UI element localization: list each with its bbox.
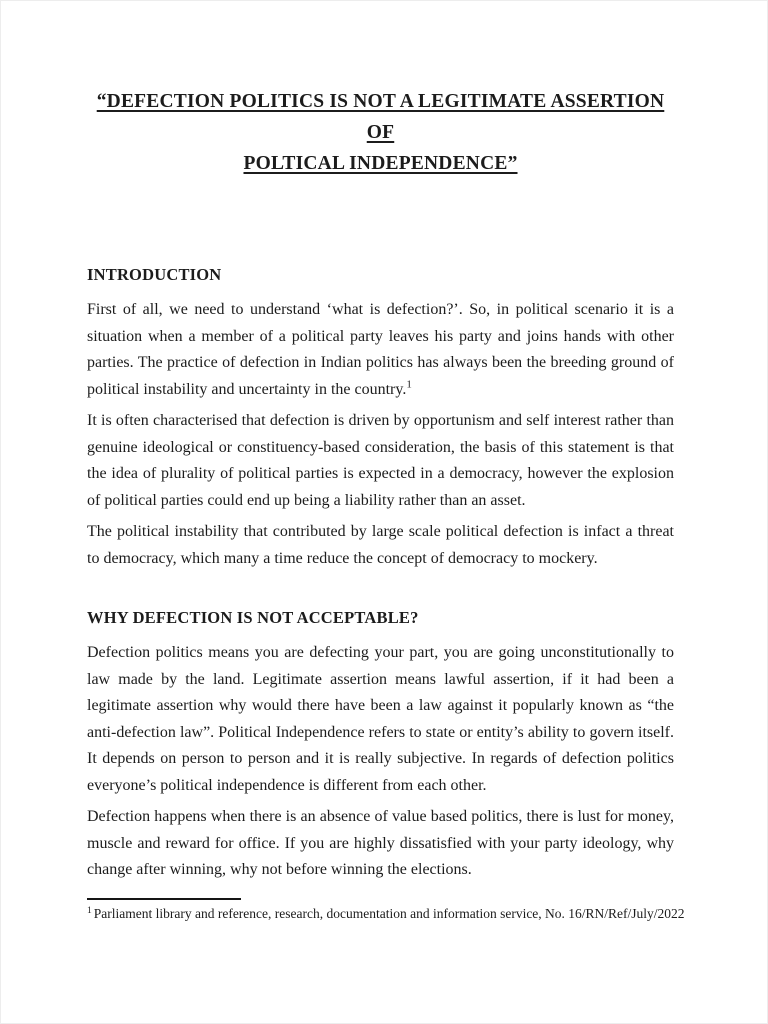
- section-heading-introduction: INTRODUCTION: [87, 265, 222, 284]
- section-heading-why-defection: WHY DEFECTION IS NOT ACCEPTABLE?: [87, 608, 419, 627]
- footnote: [87, 905, 695, 922]
- paragraph-why-2: Defection happens when there is an absence of value based politics, there is lust for money, muscle and reward for office. If you are highly dissatisfied with your party ideology, why change after winning, why not before winning the elections.: [87, 808, 674, 878]
- paragraph-intro-1-text: First of all, we need to understand ‘what is defection?’. So, in political scenario it is a situation when a member of a political party leaves his party and joins hands with other parties. The practice of defection in Indian politics has always been the breeding ground of political instability and uncertainty in the country.: [87, 301, 674, 398]
- footnote-separator-rule: [87, 898, 241, 900]
- document-content: [1, 1, 767, 884]
- footnote-reference: 1: [406, 378, 412, 391]
- document-title: [87, 1, 674, 179]
- footnote-area: [87, 898, 695, 922]
- paragraph-why-1: Defection politics means you are defecting your part, you are going unconstitutionally to law made by the land. Legitimate assertion means lawful assertion, if it had been a legitimate assertion why would there have been a law against it popularly known as “the anti-defection law”. Political Independence refers to state or entity’s ability to govern itself. It depends on person to person and it is really subjective. In regards of defection politics everyone’s political independence is different from each other.: [87, 644, 674, 794]
- footnote-text: Parliament library and reference, research, documentation and information service, No. 16/RN/Ref/July/2022: [93, 906, 685, 921]
- document-title-line-2: POLTICAL INDEPENDENCE”: [243, 153, 518, 174]
- document-title-line-1: “DEFECTION POLITICS IS NOT A LEGITIMATE ASSERTION OF: [96, 91, 665, 143]
- footnote-marker: 1: [87, 905, 92, 916]
- paragraph-intro-3: The political instability that contributed by large scale political defection is infact a threat to democracy, which many a time reduce the concept of democracy to mockery.: [87, 523, 674, 567]
- paragraph-intro-1: [87, 297, 674, 403]
- paragraph-intro-2: It is often characterised that defection is driven by opportunism and self interest rather than genuine ideological or constituency-based consideration, the basis of this statement is that the idea of plurality of political parties is expected in a democracy, however the explosion of political parties could end up being a liability rather than an asset.: [87, 412, 674, 509]
